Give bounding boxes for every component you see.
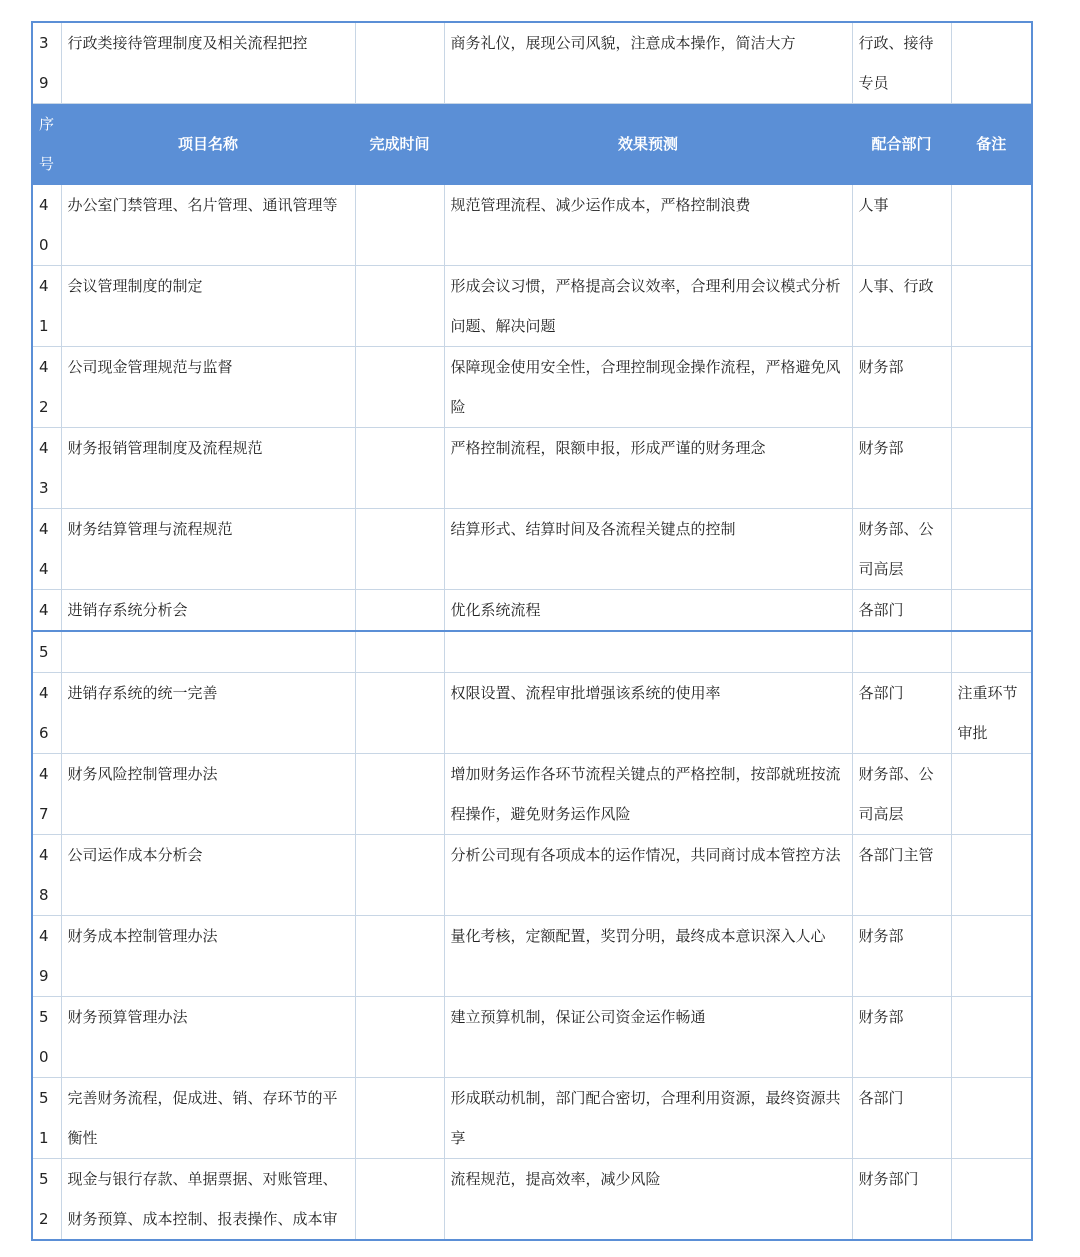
header-effect: 效果预测	[444, 104, 852, 185]
cell-note	[951, 1078, 1032, 1159]
cell-no: 44	[32, 509, 61, 590]
cell-effect: 分析公司现有各项成本的运作情况，共同商讨成本管控方法	[444, 835, 852, 916]
cell-dept: 财务部	[852, 916, 951, 997]
cell-time	[355, 185, 444, 266]
cell-note	[951, 835, 1032, 916]
header-no: 序号	[32, 104, 61, 185]
cell-time	[355, 754, 444, 835]
table-row	[32, 631, 1032, 673]
cell-note	[951, 185, 1032, 266]
cell-name	[61, 631, 355, 673]
cell-name: 完善财务流程，促成进、销、存环节的平衡性	[61, 1078, 355, 1159]
cell-time	[355, 428, 444, 509]
cell-name: 进销存系统分析会	[61, 590, 355, 632]
cell-note	[951, 428, 1032, 509]
cell-time	[355, 997, 444, 1078]
cell-dept: 财务部门	[852, 1159, 951, 1241]
cell-note	[951, 916, 1032, 997]
header-name: 项目名称	[61, 104, 355, 185]
cell-effect: 结算形式、结算时间及各流程关键点的控制	[444, 509, 852, 590]
table-row	[32, 916, 1032, 997]
cell-time	[355, 22, 444, 104]
cell-no: 46	[32, 673, 61, 754]
cell-time	[355, 1078, 444, 1159]
cell-effect: 商务礼仪，展现公司风貌，注意成本操作，简洁大方	[444, 22, 852, 104]
cell-no: 41	[32, 266, 61, 347]
table-row	[32, 22, 1032, 104]
table-row	[32, 1159, 1032, 1241]
cell-no: 43	[32, 428, 61, 509]
cell-no: 5	[32, 631, 61, 673]
cell-no: 47	[32, 754, 61, 835]
header-time: 完成时间	[355, 104, 444, 185]
cell-note	[951, 347, 1032, 428]
cell-no: 42	[32, 347, 61, 428]
work-plan-table-part1	[31, 21, 1033, 632]
cell-name: 公司运作成本分析会	[61, 835, 355, 916]
table-row	[32, 428, 1032, 509]
table-row	[32, 673, 1032, 754]
cell-effect: 建立预算机制，保证公司资金运作畅通	[444, 997, 852, 1078]
cell-note	[951, 1159, 1032, 1241]
cell-effect: 优化系统流程	[444, 590, 852, 632]
table-row	[32, 1078, 1032, 1159]
cell-no: 49	[32, 916, 61, 997]
cell-time	[355, 347, 444, 428]
cell-effect: 保障现金使用安全性，合理控制现金操作流程，严格避免风险	[444, 347, 852, 428]
cell-note	[951, 266, 1032, 347]
cell-name: 进销存系统的统一完善	[61, 673, 355, 754]
cell-time	[355, 835, 444, 916]
work-plan-table-part2	[31, 630, 1033, 1241]
cell-note	[951, 590, 1032, 632]
cell-time	[355, 590, 444, 632]
cell-dept: 财务部	[852, 428, 951, 509]
cell-dept: 各部门	[852, 590, 951, 632]
cell-name: 财务报销管理制度及流程规范	[61, 428, 355, 509]
header-dept: 配合部门	[852, 104, 951, 185]
table-row	[32, 266, 1032, 347]
cell-effect: 规范管理流程、减少运作成本，严格控制浪费	[444, 185, 852, 266]
cell-dept: 财务部、公司高层	[852, 509, 951, 590]
cell-effect: 增加财务运作各环节流程关键点的严格控制，按部就班按流程操作，避免财务运作风险	[444, 754, 852, 835]
cell-time	[355, 916, 444, 997]
cell-no: 39	[32, 22, 61, 104]
cell-effect: 量化考核，定额配置，奖罚分明，最终成本意识深入人心	[444, 916, 852, 997]
cell-name: 财务风险控制管理办法	[61, 754, 355, 835]
cell-effect	[444, 631, 852, 673]
cell-time	[355, 673, 444, 754]
cell-dept: 各部门主管	[852, 835, 951, 916]
cell-effect: 严格控制流程，限额申报，形成严谨的财务理念	[444, 428, 852, 509]
cell-name: 现金与银行存款、单据票据、对账管理、财务预算、成本控制、报表操作、成本审	[61, 1159, 355, 1241]
table-row	[32, 590, 1032, 632]
cell-name: 行政类接待管理制度及相关流程把控	[61, 22, 355, 104]
cell-name: 财务预算管理办法	[61, 997, 355, 1078]
cell-dept: 财务部	[852, 997, 951, 1078]
cell-no: 50	[32, 997, 61, 1078]
cell-time	[355, 266, 444, 347]
cell-dept: 行政、接待专员	[852, 22, 951, 104]
table-row	[32, 997, 1032, 1078]
cell-note: 注重环节审批	[951, 673, 1032, 754]
cell-effect: 流程规范，提高效率，减少风险	[444, 1159, 852, 1241]
cell-no: 4	[32, 590, 61, 632]
cell-time	[355, 631, 444, 673]
table-row	[32, 835, 1032, 916]
cell-note	[951, 22, 1032, 104]
cell-name: 公司现金管理规范与监督	[61, 347, 355, 428]
table-row	[32, 509, 1032, 590]
cell-note	[951, 997, 1032, 1078]
cell-note	[951, 754, 1032, 835]
cell-note	[951, 509, 1032, 590]
cell-dept: 各部门	[852, 1078, 951, 1159]
cell-dept	[852, 631, 951, 673]
cell-no: 51	[32, 1078, 61, 1159]
table-row	[32, 347, 1032, 428]
cell-dept: 人事、行政	[852, 266, 951, 347]
cell-name: 办公室门禁管理、名片管理、通讯管理等	[61, 185, 355, 266]
header-note: 备注	[951, 104, 1032, 185]
cell-dept: 财务部、公司高层	[852, 754, 951, 835]
cell-dept: 各部门	[852, 673, 951, 754]
cell-name: 财务成本控制管理办法	[61, 916, 355, 997]
cell-effect: 形成会议习惯，严格提高会议效率，合理利用会议模式分析问题、解决问题	[444, 266, 852, 347]
cell-name: 财务结算管理与流程规范	[61, 509, 355, 590]
cell-no: 40	[32, 185, 61, 266]
cell-time	[355, 1159, 444, 1241]
cell-name: 会议管理制度的制定	[61, 266, 355, 347]
table-header-row	[32, 104, 1032, 185]
cell-effect: 形成联动机制，部门配合密切，合理利用资源，最终资源共享	[444, 1078, 852, 1159]
cell-no: 48	[32, 835, 61, 916]
cell-note	[951, 631, 1032, 673]
cell-dept: 人事	[852, 185, 951, 266]
table-row	[32, 185, 1032, 266]
cell-time	[355, 509, 444, 590]
cell-no: 52	[32, 1159, 61, 1241]
cell-dept: 财务部	[852, 347, 951, 428]
table-row	[32, 754, 1032, 835]
cell-effect: 权限设置、流程审批增强该系统的使用率	[444, 673, 852, 754]
